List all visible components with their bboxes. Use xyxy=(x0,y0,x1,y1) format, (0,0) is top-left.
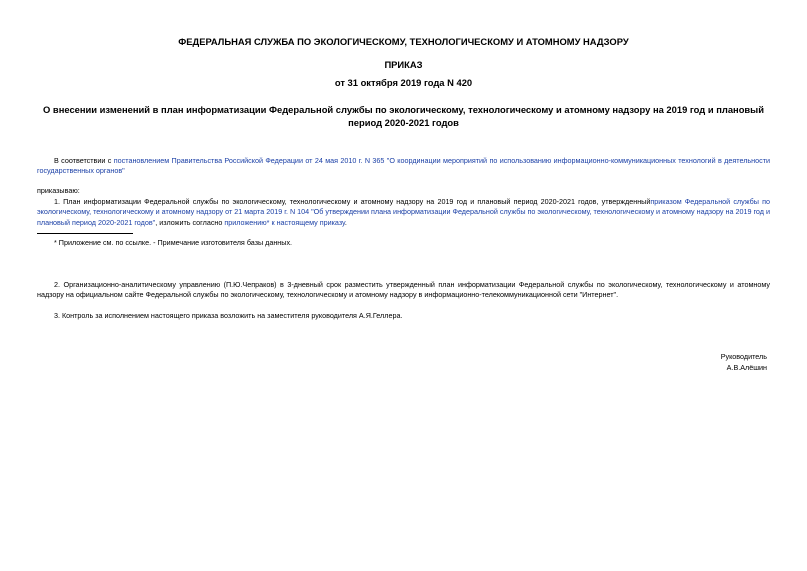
footnote-text: * Приложение см. по ссылке. - Примечание изготовителя базы данных. xyxy=(54,238,293,247)
item-1-appendix-link[interactable]: приложению* к настоящему приказу xyxy=(224,217,345,227)
item-1-text-middle: , изложить согласно xyxy=(155,217,225,227)
signature-role: Руководитель xyxy=(720,352,767,361)
basis-resolution-link[interactable]: постановлением Правительства Российской Федерации от 24 мая 2010 г. N 365 "О координации мероприятий по использованию информационно-коммуникационных технологий в деятельности государственных органов" xyxy=(37,156,771,176)
basis-prefix: В соответствии с xyxy=(54,156,114,165)
item-2-paragraph: 2. Организационно-аналитическому управлению (П.Ю.Чепраков) в 3-дневный срок разместить утвержденный план информатизации Федеральной службы по экологическому, технологическому и атомному надзору на официальном сайте Федеральной службы по экологическому, технологическому и атомному надзору в информационно-телекоммуникационной сети "Интернет". xyxy=(37,280,770,300)
item-1-text-before: 1. План информатизации Федеральной службы по экологическому, технологическому и атомному надзору на 2019 год и плановый период 2020-2021 годов, утвержденный xyxy=(54,197,651,206)
item-3-paragraph: 3. Контроль за исполнением настоящего приказа возложить на заместителя руководителя А.Я.Геллера. xyxy=(54,311,403,320)
document-type-heading: ПРИКАЗ xyxy=(384,59,423,70)
organization-heading: ФЕДЕРАЛЬНАЯ СЛУЖБА ПО ЭКОЛОГИЧЕСКОМУ, ТЕХНОЛОГИЧЕСКОМУ И АТОМНОМУ НАДЗОРУ xyxy=(178,36,629,47)
document-date-number: от 31 октября 2019 года N 420 xyxy=(334,77,473,88)
signature-name: А.В.Алёшин xyxy=(726,363,767,372)
item-1-paragraph xyxy=(37,197,770,228)
basis-paragraph xyxy=(37,156,770,177)
order-word: приказываю: xyxy=(37,186,80,195)
footnote-divider xyxy=(37,233,133,234)
document-title: О внесении изменений в план информатизации Федеральной службы по экологическому, технологическому и атомному надзору на 2019 год и плановый период 2020-2021 годов xyxy=(43,104,764,128)
item-1-text-after: . xyxy=(344,217,347,227)
item-1-order-link[interactable]: приказом Федеральной службы по экологическому, технологическому и атомному надзору от 21 марта 2019 г. N 104 "Об утверждении плана информатизации Федеральной службы по экологическому, технологическому и атомному надзору на 2019 год и плановый период 2020-2021 годов" xyxy=(37,197,770,227)
